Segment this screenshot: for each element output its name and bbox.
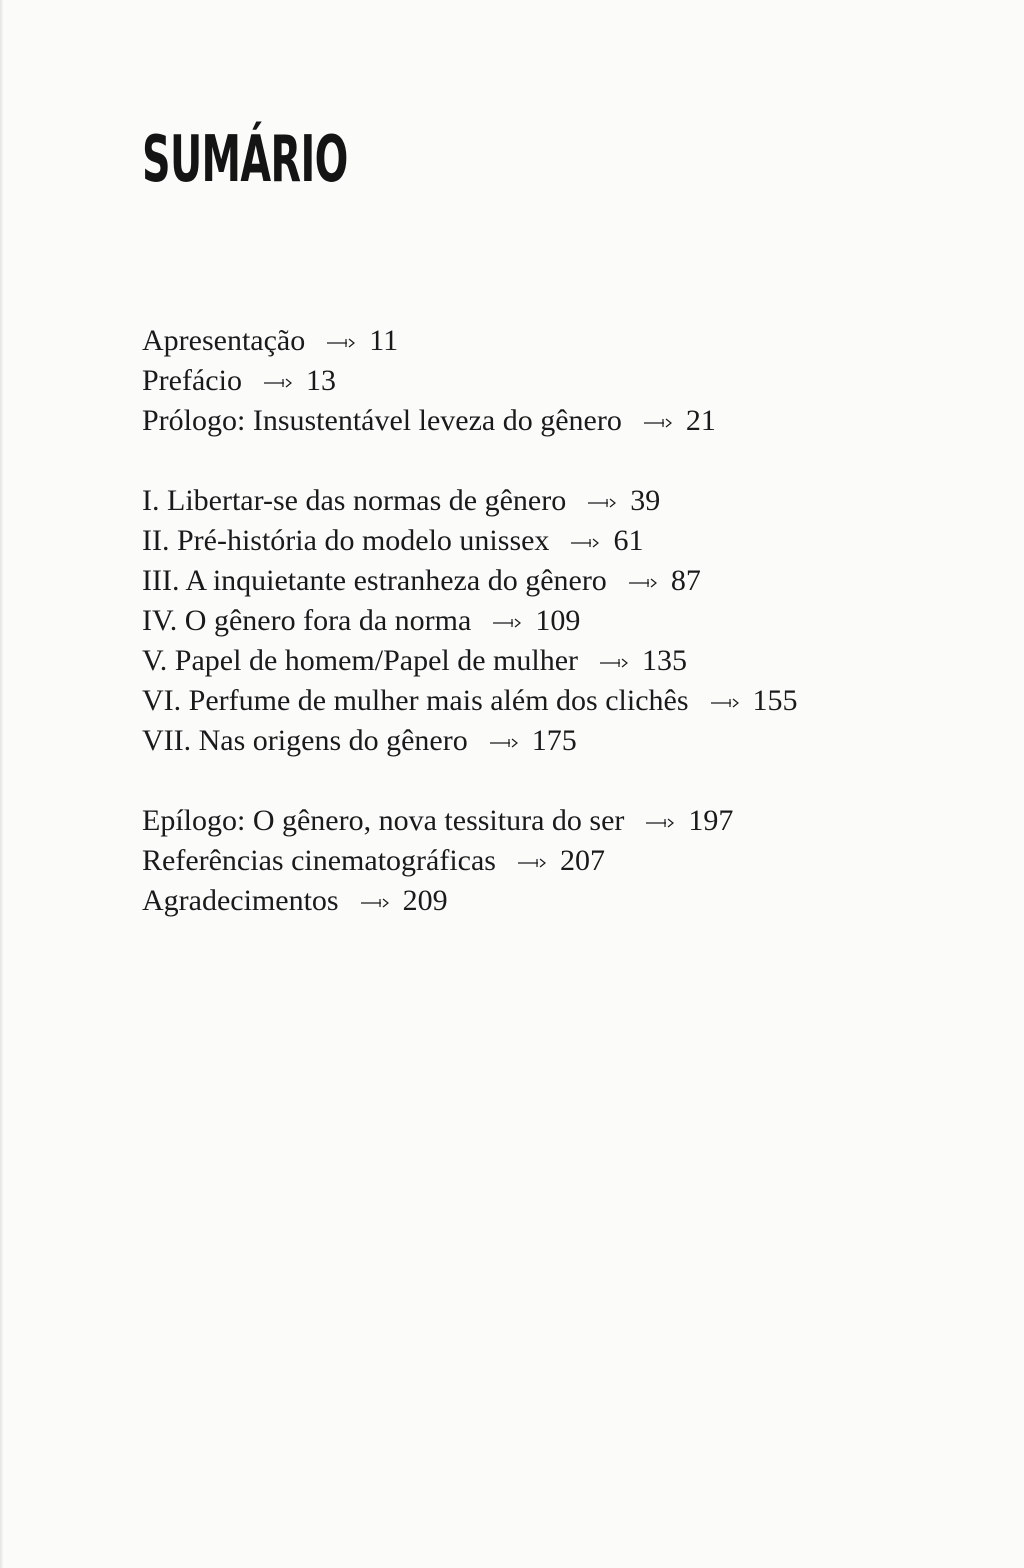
toc-entry-page: 21	[685, 404, 716, 437]
toc-entry-label: II. Pré-história do modelo unissex	[142, 524, 550, 557]
arrow-icon	[518, 857, 548, 869]
arrow-icon	[646, 817, 676, 829]
arrow-icon	[571, 537, 601, 549]
toc-entry-page: 39	[630, 484, 661, 517]
toc-entry[interactable]	[142, 641, 798, 681]
toc-entry-page: 209	[402, 884, 448, 917]
toc-entry[interactable]	[142, 481, 798, 521]
toc-entry[interactable]	[142, 681, 798, 721]
toc-entry-page: 155	[752, 684, 798, 717]
toc-entry-page: 11	[369, 324, 399, 357]
toc-entry-page: 175	[531, 724, 577, 757]
page-title: SUMÁRIO	[142, 123, 348, 197]
toc-entry-label: Agradecimentos	[142, 884, 339, 917]
toc-entry-page: 13	[305, 364, 336, 397]
page-edge	[0, 0, 3, 1568]
toc-entry-label: III. A inquietante estranheza do gênero	[142, 564, 607, 597]
toc-entry[interactable]	[142, 841, 798, 881]
toc-group-back-matter	[142, 801, 798, 921]
toc-entry[interactable]	[142, 801, 798, 841]
arrow-icon	[493, 617, 523, 629]
toc-entry-label: Apresentação	[142, 324, 306, 357]
table-of-contents	[142, 321, 798, 961]
toc-entry[interactable]	[142, 721, 798, 761]
toc-entry-label: V. Papel de homem/Papel de mulher	[142, 644, 579, 677]
toc-entry-label: Prólogo: Insustentável leveza do gênero	[142, 404, 622, 437]
arrow-icon	[588, 497, 618, 509]
arrow-icon	[711, 697, 741, 709]
arrow-icon	[264, 377, 294, 389]
toc-entry[interactable]	[142, 561, 798, 601]
toc-entry[interactable]	[142, 601, 798, 641]
toc-entry[interactable]	[142, 521, 798, 561]
toc-entry[interactable]	[142, 361, 798, 401]
arrow-icon	[327, 337, 357, 349]
toc-entry[interactable]	[142, 321, 798, 361]
arrow-icon	[600, 657, 630, 669]
toc-entry-page: 207	[559, 844, 605, 877]
arrow-icon	[361, 897, 391, 909]
toc-entry[interactable]	[142, 401, 798, 441]
toc-entry-label: Prefácio	[142, 364, 242, 397]
toc-entry-label: I. Libertar-se das normas de gênero	[142, 484, 567, 517]
toc-entry-label: Referências cinematográficas	[142, 844, 496, 877]
toc-entry-page: 87	[670, 564, 701, 597]
toc-entry-label: Epílogo: O gênero, nova tessitura do ser	[142, 804, 625, 837]
toc-entry-page: 109	[535, 604, 581, 637]
toc-entry-label: VII. Nas origens do gênero	[142, 724, 468, 757]
arrow-icon	[490, 737, 520, 749]
arrow-icon	[644, 417, 674, 429]
toc-entry[interactable]	[142, 881, 798, 921]
toc-group-chapters	[142, 481, 798, 761]
toc-entry-page: 197	[688, 804, 734, 837]
toc-group-front-matter	[142, 321, 798, 441]
toc-entry-label: VI. Perfume de mulher mais além dos clichês	[142, 684, 689, 717]
toc-entry-label: IV. O gênero fora da norma	[142, 604, 472, 637]
arrow-icon	[629, 577, 659, 589]
toc-entry-page: 135	[642, 644, 688, 677]
toc-entry-page: 61	[613, 524, 644, 557]
